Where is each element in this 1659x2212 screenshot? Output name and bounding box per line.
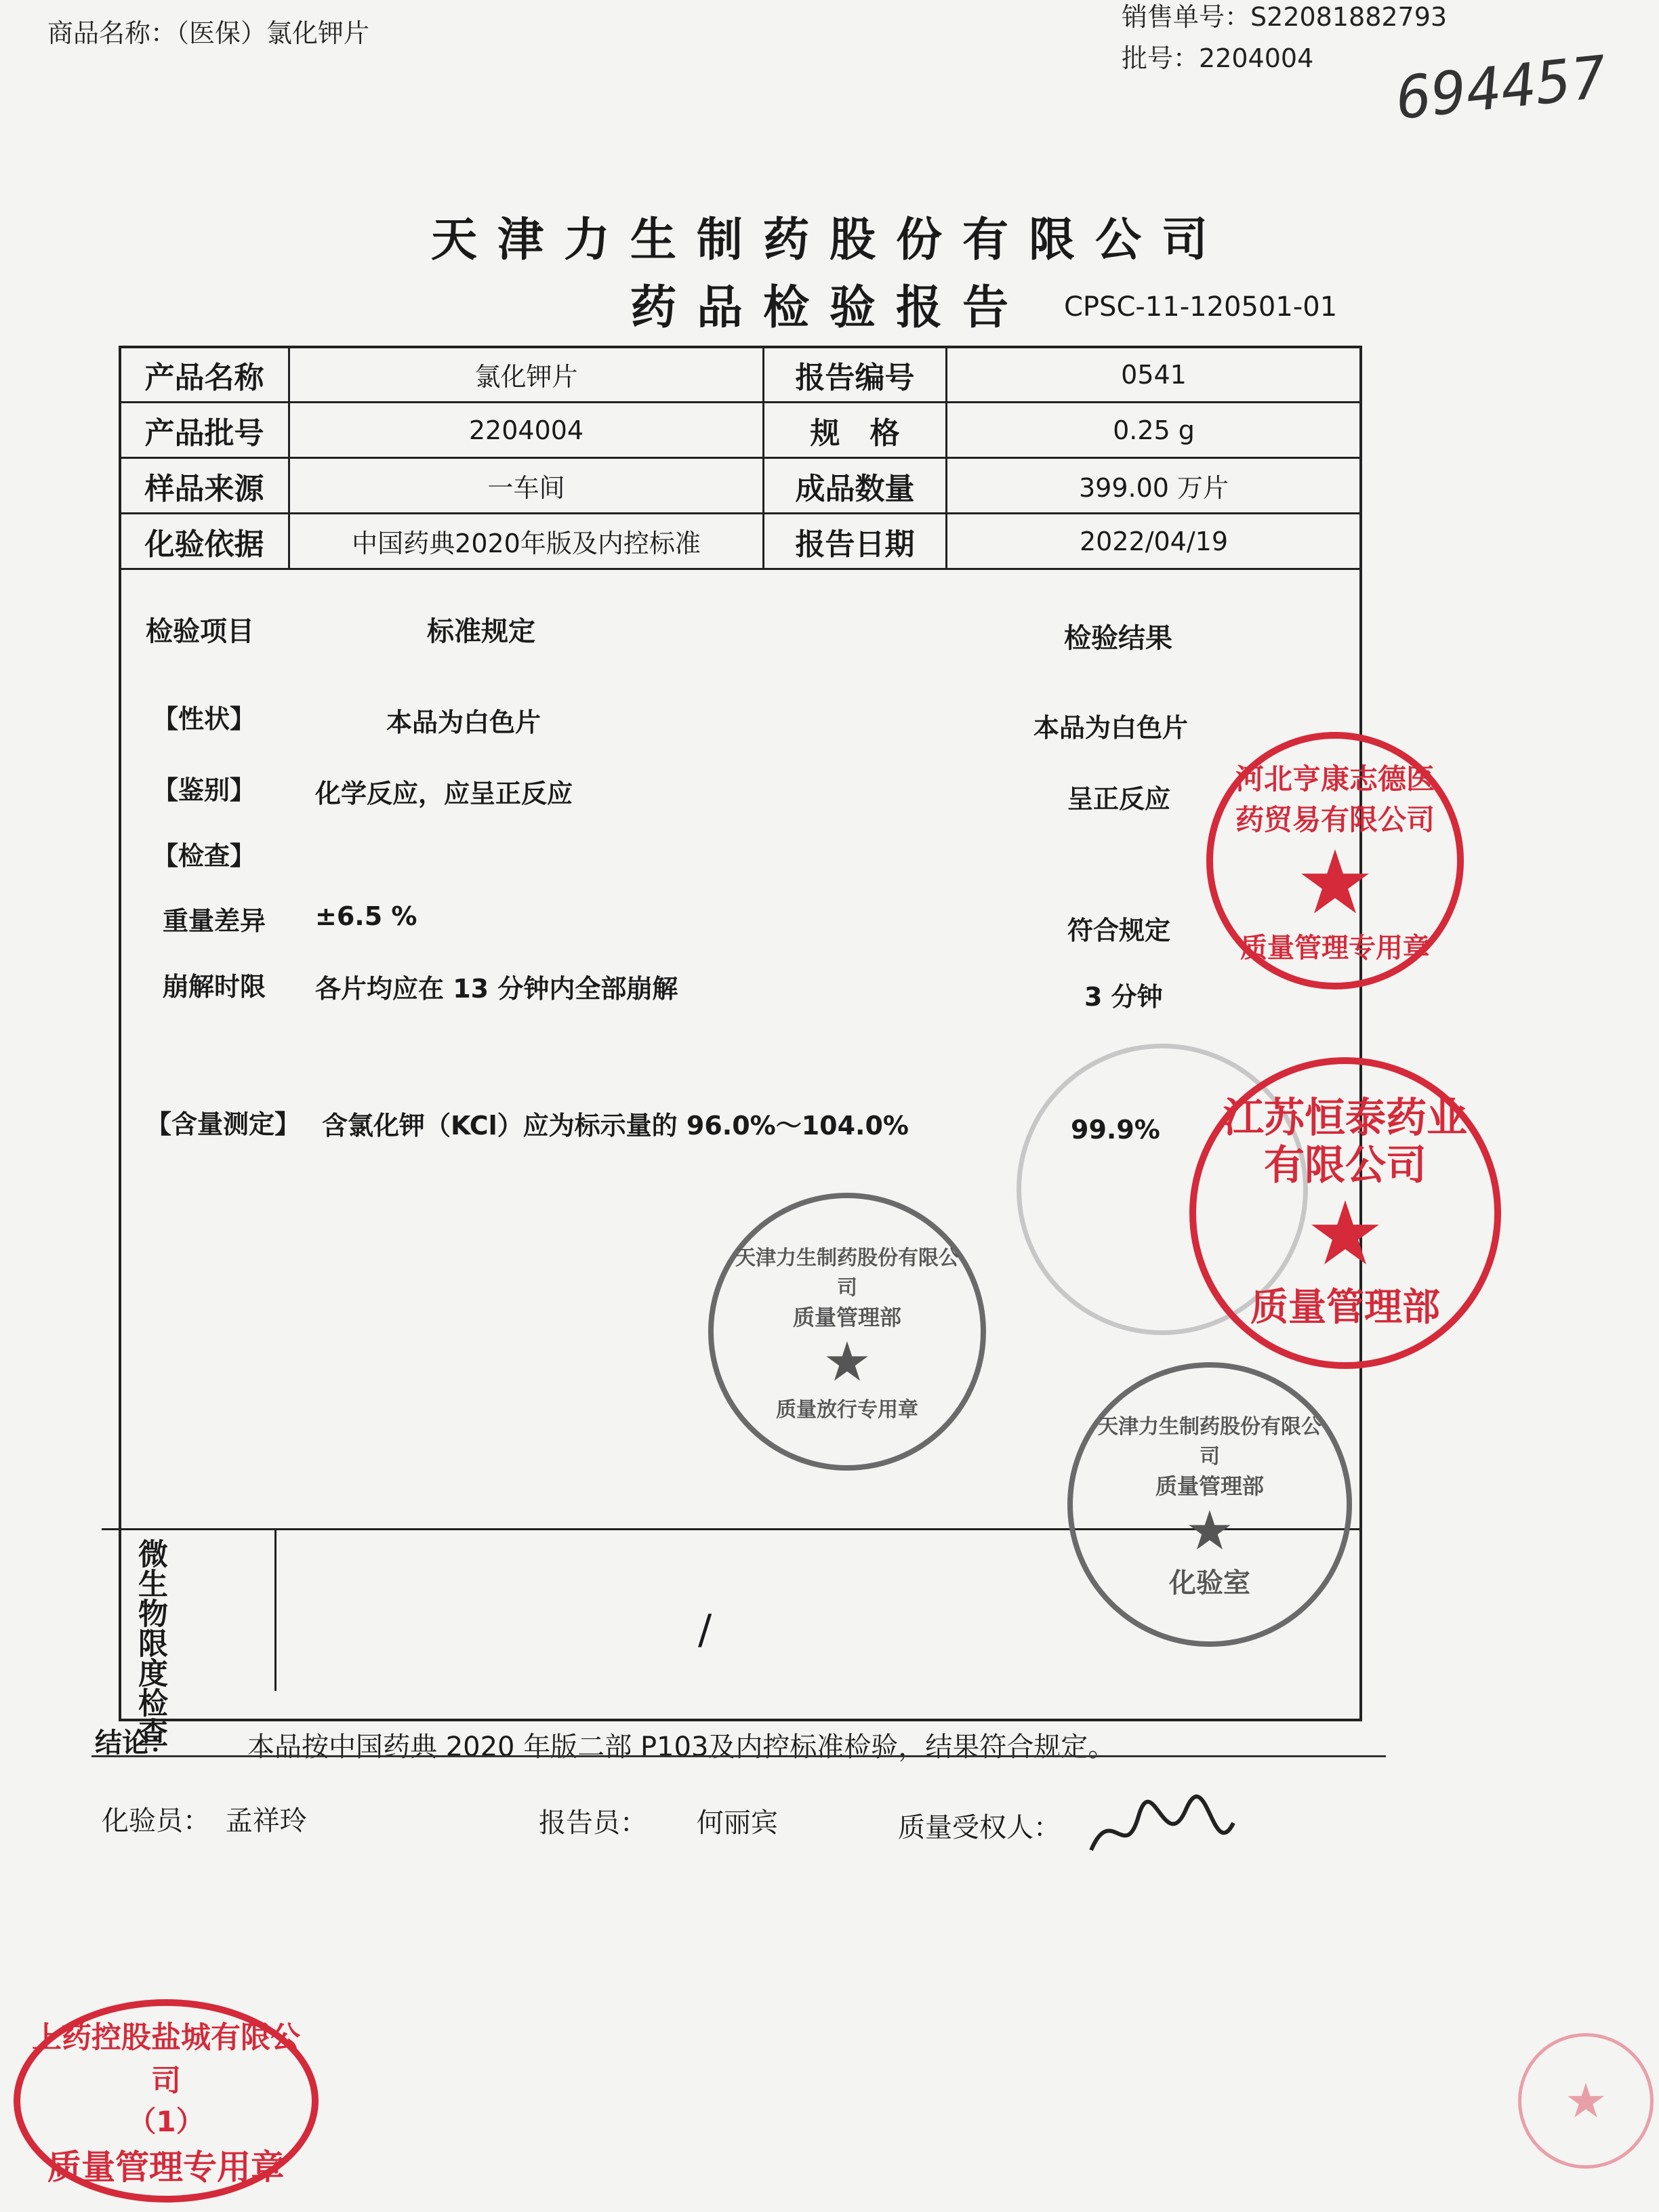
reporter-signature [539,1801,778,1840]
tester-label: 化验员： [102,1805,210,1837]
conclusion-label: 结论： [95,1727,176,1759]
star-icon: ★ [1185,1498,1234,1562]
stamp-jiangsu [1189,1057,1501,1369]
tester-signature [102,1799,307,1838]
test-result-identification: 呈正反应 [1067,784,1171,814]
basis-value: 中国药典2020年版及内控标准 [289,514,764,569]
spec-value: 0.25 g [947,403,1361,458]
reporter-name: 何丽宾 [696,1807,778,1839]
quantity-value: 399.00 万片 [947,458,1361,514]
header-batch-value: 2204004 [1199,43,1314,73]
header-batch [1122,37,1313,75]
info-table [119,346,1362,570]
table-row [120,347,1361,403]
report-no-label: 报告编号 [764,347,947,403]
col-item-header: 检验项目 [146,616,254,647]
conclusion-divider [91,1755,1386,1757]
handwritten-number: 694457 [1393,43,1610,133]
reporter-label: 报告员： [539,1807,647,1839]
micro-divider [274,1528,276,1691]
stamp-shanghai-bottom: 质量管理专用章 [47,2148,285,2187]
stamp-tianjin-lab [1067,1362,1352,1647]
star-icon: ★ [823,1330,872,1393]
header-sales-no-value: S22081882793 [1250,2,1448,32]
test-item-appearance: 【性状】 [152,704,256,734]
test-standard-assay: 含氯化钾（KCl）应为标示量的 96.0%～104.0% [322,1111,909,1141]
stamp-jiangsu-bottom: 质量管理部 [1250,1286,1440,1330]
report-title: 药品检验报告 [630,281,1029,335]
document-code: CPSC-11-120501-01 [1064,291,1338,323]
source-label: 样品来源 [120,458,289,514]
test-result-disintegration: 3 分钟 [1084,982,1163,1012]
stamp-tianjin-lab-mid: 质量管理部 [1155,1473,1264,1499]
test-result-weight: 符合规定 [1067,916,1171,945]
header-batch-label: 批号： [1122,43,1200,73]
stamp-hebei [1206,732,1464,989]
date-value: 2022/04/19 [947,514,1361,569]
qa-signature [898,1806,1061,1845]
stamp-tianjin-qa-top: 天津力生制药股份有限公司 [735,1246,959,1300]
micro-value: / [698,1606,712,1654]
stamp-tianjin-lab-bottom: 化验室 [1169,1567,1250,1599]
header-sales-no-label: 销售单号： [1122,2,1251,32]
spec-label: 规 格 [764,403,947,458]
stamp-tianjin-qa-mid: 质量管理部 [792,1305,901,1330]
basis-label: 化验依据 [120,514,289,569]
test-standard-identification: 化学反应，应呈正反应 [315,779,573,808]
report-no-value: 0541 [947,347,1361,403]
stamp-tianjin-qa-bottom: 质量放行专用章 [776,1398,918,1422]
header-product-label: 商品名称： [47,18,177,48]
test-standard-appearance: 本品为白色片 [386,708,541,737]
stamp-hebei-top: 河北亨康志德医药贸易有限公司 [1235,762,1435,836]
table-row [120,458,1361,514]
stamp-tianjin-lab-top: 天津力生制药股份有限公司 [1098,1414,1322,1469]
tester-name: 孟祥玲 [225,1805,307,1837]
test-item-assay: 【含量测定】 [146,1109,301,1139]
test-result-assay: 99.9% [1071,1115,1160,1145]
col-result-header: 检验结果 [1064,623,1172,654]
col-standard-header: 标准规定 [427,616,535,647]
conclusion-text: 本品按中国药典 2020 年版二部 P103及内控标准检验，结果符合规定。 [247,1732,1115,1763]
micro-label: 微生物限度检查 [133,1538,167,1747]
batch-no-value: 2204004 [289,403,764,458]
star-icon: ★ [1295,830,1375,934]
test-item-inspection: 【检查】 [152,841,256,871]
header-product [47,12,369,49]
batch-no-label: 产品批号 [120,403,289,458]
star-icon: ★ [1305,1182,1385,1285]
qa-label: 质量受权人： [898,1812,1061,1843]
header-sales-no [1122,0,1447,33]
source-value: 一车间 [289,458,764,514]
test-item-weight: 重量差异 [163,906,266,936]
stamp-hebei-bottom: 质量管理专用章 [1240,932,1430,964]
table-row [120,403,1361,458]
qa-handwritten-signature [1084,1789,1240,1877]
test-item-disintegration: 崩解时限 [163,972,266,1002]
stamp-shanghai [14,1999,319,2203]
test-result-appearance: 本品为白色片 [1033,713,1189,743]
quantity-label: 成品数量 [764,458,947,514]
test-standard-disintegration: 各片均应在 13 分钟内全部崩解 [315,974,678,1004]
stamp-tianjin-qa [708,1193,986,1471]
stamp-jiangsu-top: 江苏恒泰药业有限公司 [1223,1094,1467,1189]
stamp-shanghai-mid: （1） [127,2105,205,2138]
product-name-value: 氯化钾片 [289,347,764,403]
product-name-label: 产品名称 [120,347,289,403]
header-product-value: （医保）氯化钾片 [176,18,370,48]
stamp-shanghai-top: 上药控股盐城有限公司 [32,2020,300,2098]
test-standard-weight: ±6.5 % [315,901,417,931]
stamp-corner-faint [1518,2033,1654,2169]
test-item-identification: 【鉴别】 [152,775,256,805]
star-icon: ★ [1564,2073,1607,2129]
date-label: 报告日期 [764,514,947,569]
table-row [120,514,1361,569]
company-name: 天津力生制药股份有限公司 [430,213,1228,267]
